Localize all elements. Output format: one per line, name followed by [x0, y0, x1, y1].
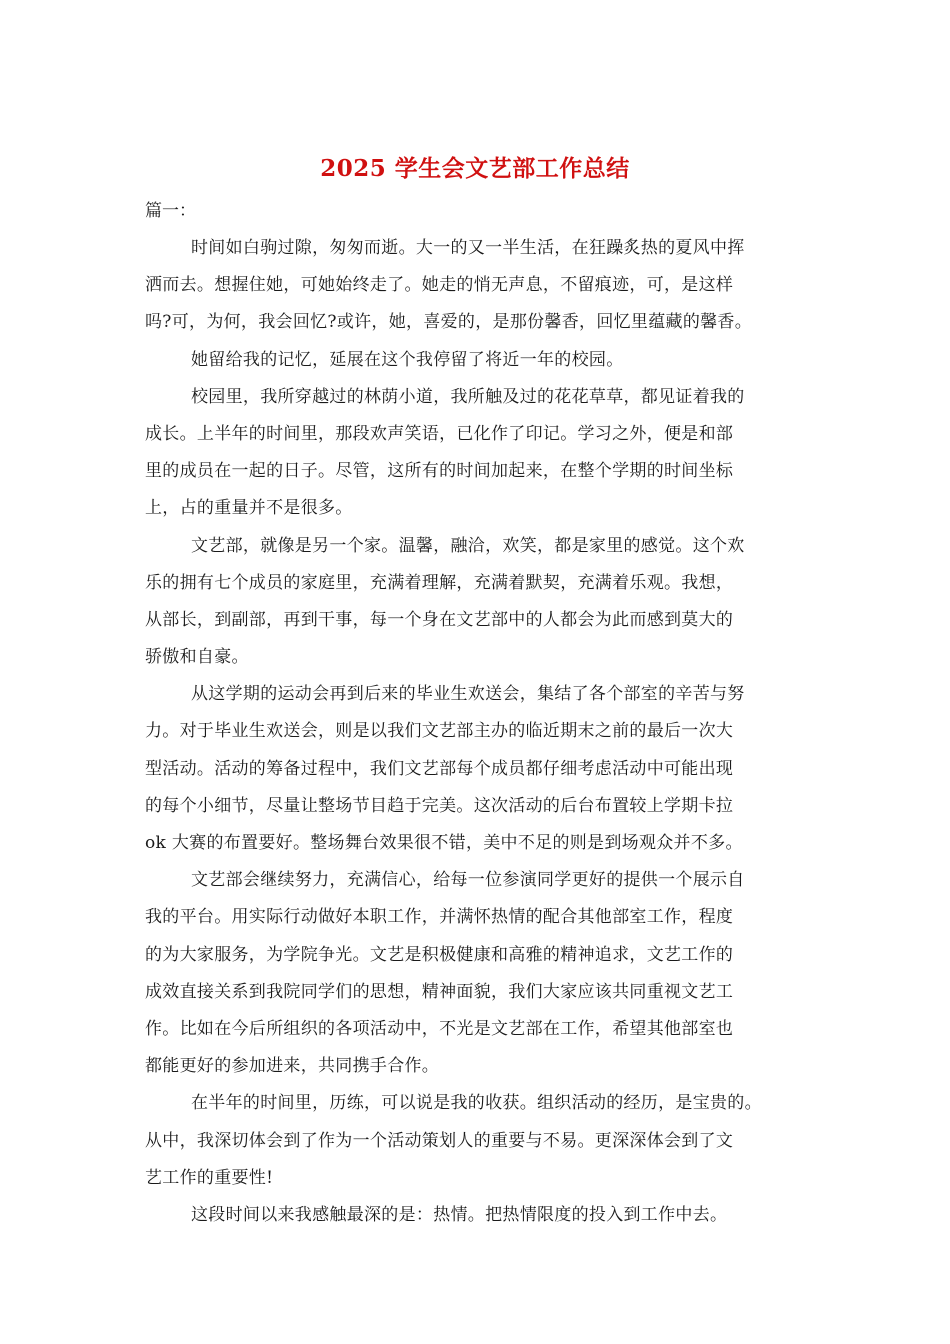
body-line: 的为大家服务，为学院争光。文艺是积极健康和高雅的精神追求，文艺工作的 [145, 944, 734, 965]
section-label: 篇一： [145, 201, 196, 221]
body-line: 我的平台。用实际行动做好本职工作，并满怀热情的配合其他部室工作，程度 [145, 907, 734, 928]
body-line: 从这学期的运动会再到后来的毕业生欢送会，集结了各个部室的辛苦与努 [191, 684, 745, 705]
body-line: 艺工作的重要性! [145, 1167, 274, 1188]
body-line: 这段时间以来我感触最深的是：热情。把热情限度的投入到工作中去。 [191, 1204, 728, 1225]
body-line: 的每个小细节，尽量让整场节目趋于完美。这次活动的后台布置较上学期卡拉 [145, 795, 734, 816]
body-line: 时间如白驹过隙，匆匆而逝。大一的又一半生活，在狂躁炙热的夏风中挥 [191, 238, 745, 258]
body-line: 成效直接关系到我院同学们的思想，精神面貌，我们大家应该共同重视文艺工 [145, 981, 734, 1002]
body-line: 从部长，到副部，再到干事，每一个身在文艺部中的人都会为此而感到莫大的 [145, 609, 734, 630]
body-line: 吗?可，为何，我会回忆?或许，她，喜爱的，是那份馨香，回忆里蕴藏的馨香。 [145, 312, 753, 333]
body-line: 里的成员在一起的日子。尽管，这所有的时间加起来，在整个学期的时间坐标 [145, 461, 734, 482]
body-line: 力。对于毕业生欢送会，则是以我们文艺部主办的临近期末之前的最后一次大 [145, 721, 734, 742]
body-line: 文艺部会继续努力，充满信心，给每一位参演同学更好的提供一个展示自 [191, 870, 745, 891]
body-line: 她留给我的记忆，延展在这个我停留了将近一年的校园。 [191, 349, 624, 370]
body-line: 校园里，我所穿越过的林荫小道，我所触及过的花花草草，都见证着我的 [191, 386, 745, 407]
body-line: 乐的拥有七个成员的家庭里，充满着理解，充满着默契，充满着乐观。我想， [145, 572, 734, 593]
body-line: 洒而去。想握住她，可她始终走了。她走的悄无声息，不留痕迹，可，是这样 [145, 275, 734, 296]
body-line: 型活动。活动的筹备过程中，我们文艺部每个成员都仔细考虑活动中可能出现 [145, 758, 734, 779]
body-line: ok 大赛的布置要好。整场舞台效果很不错，美中不足的则是到场观众并不多。 [145, 833, 743, 853]
body-line: 都能更好的参加进来，共同携手合作。 [145, 1056, 440, 1077]
body-line: 上，占的重量并不是很多。 [145, 498, 353, 519]
document-title: 2025 学生会文艺部工作总结 [320, 155, 630, 182]
document-body [145, 230, 810, 1234]
body-line: 成长。上半年的时间里，那段欢声笑语，已化作了印记。学习之外，便是和部 [145, 423, 734, 444]
body-line: 作。比如在今后所组织的各项活动中，不光是文艺部在工作，希望其他部室也 [145, 1018, 734, 1039]
body-line: 在半年的时间里，历练，可以说是我的收获。组织活动的经历，是宝贵的。 [191, 1093, 762, 1114]
body-line: 骄傲和自豪。 [145, 647, 249, 668]
body-line: 从中，我深切体会到了作为一个活动策划人的重要与不易。更深深体会到了文 [145, 1130, 734, 1151]
body-line: 文艺部，就像是另一个家。温馨，融洽，欢笑，都是家里的感觉。这个欢 [191, 535, 745, 556]
